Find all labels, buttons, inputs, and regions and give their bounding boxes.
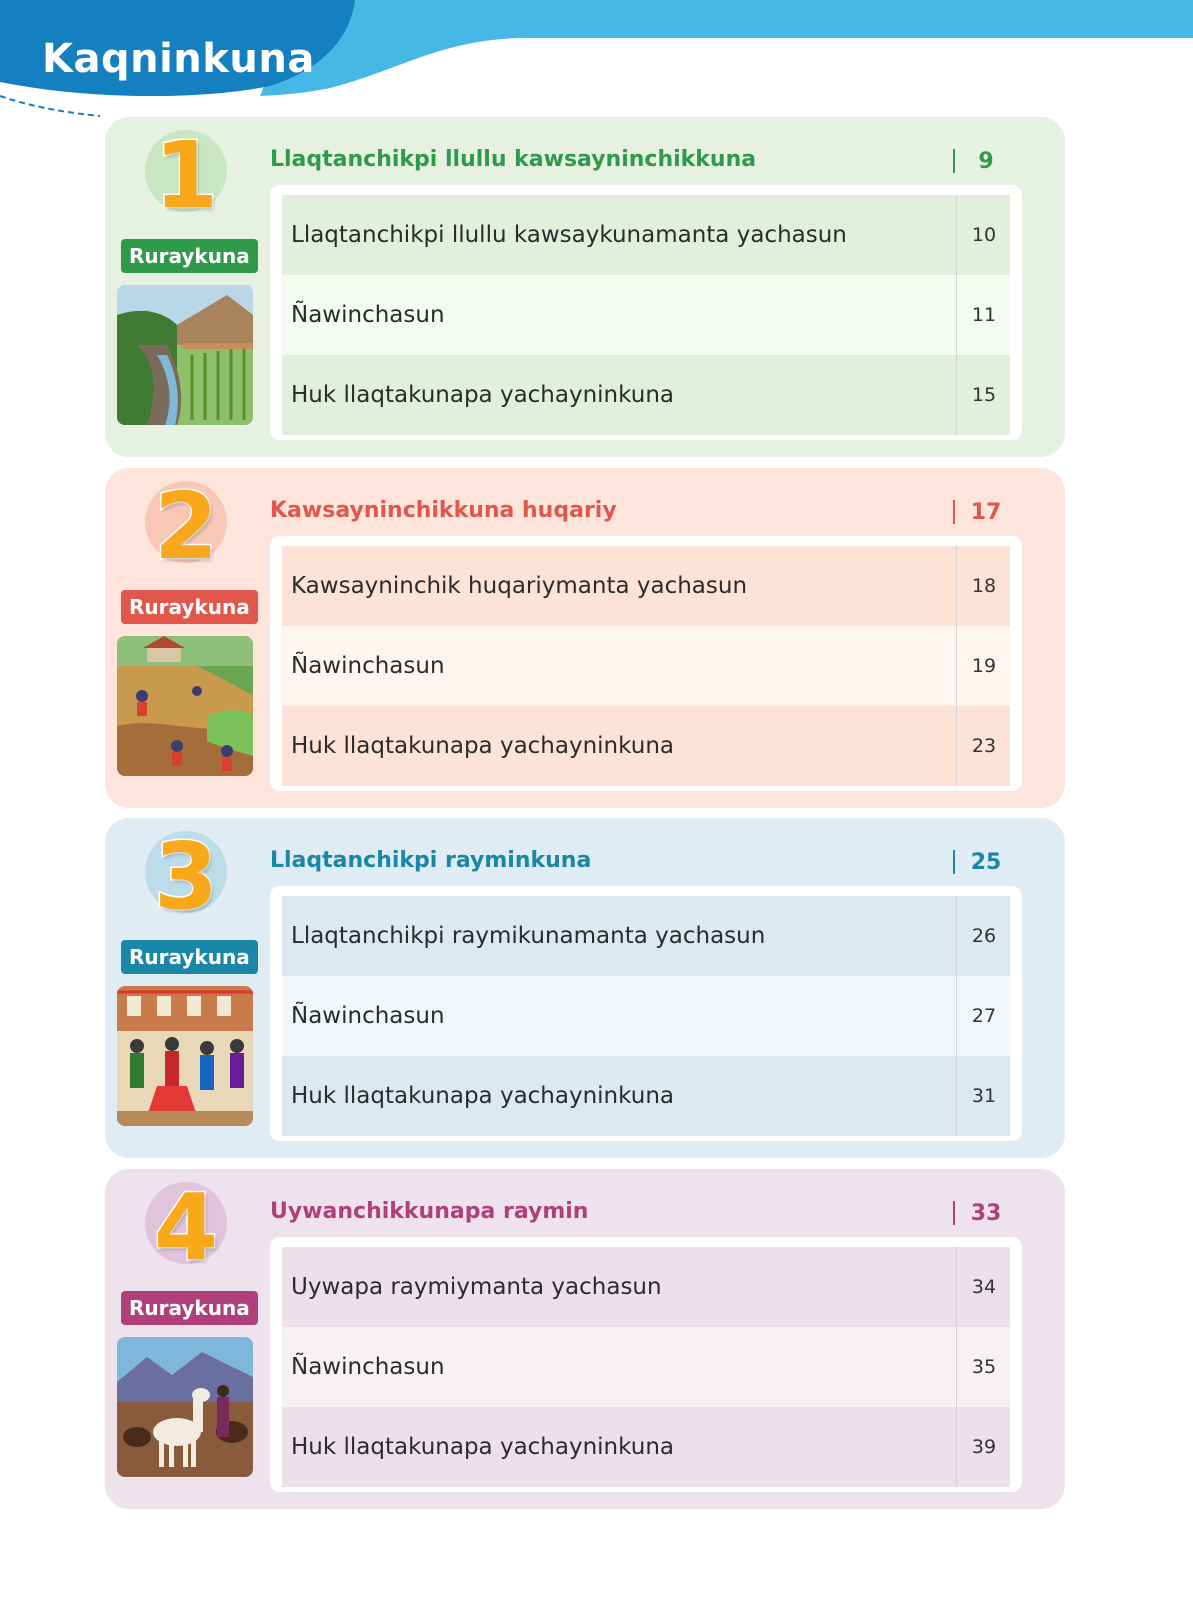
lesson-list [270,185,1022,440]
lesson-row[interactable] [282,1247,1010,1327]
lesson-title: Llaqtanchikpi raymikunamanta yachasun [291,923,766,949]
divider [956,1056,957,1136]
unit-4-section [105,1169,1065,1509]
unit-number: 2 [153,473,218,580]
unit-page-number: 9 [978,149,994,174]
lesson-row[interactable] [282,896,1010,976]
lesson-row[interactable] [282,626,1010,706]
unit-label: Ruraykuna [121,239,258,273]
lesson-title: Uywapa raymiymanta yachasun [291,1274,662,1300]
unit-title: Uywanchikkunapa raymin [270,1199,589,1224]
unit-page-number: 33 [970,1201,1002,1226]
lesson-row[interactable] [282,706,1010,786]
lesson-list [270,536,1022,791]
divider [956,1327,957,1407]
lesson-page-number: 18 [971,575,997,597]
lesson-row[interactable] [282,546,1010,626]
unit-label: Ruraykuna [121,590,258,624]
lesson-row[interactable] [282,195,1010,275]
lesson-page-number: 34 [971,1276,997,1298]
divider [953,1201,955,1225]
lesson-row[interactable] [282,275,1010,355]
divider [953,850,955,874]
divider [956,706,957,786]
unit-title: Kawsayninchikkuna huqariy [270,498,617,523]
lesson-title: Kawsayninchik huqariymanta yachasun [291,573,748,599]
lesson-page-number: 15 [971,384,997,406]
lesson-title: Ñawinchasun [291,1354,445,1380]
unit-title: Llaqtanchikpi llullu kawsayninchikkuna [270,147,757,172]
lesson-row[interactable] [282,1407,1010,1487]
unit-number: 4 [153,1174,218,1281]
lesson-title: Huk llaqtakunapa yachayninkuna [291,733,674,759]
lesson-page-number: 19 [971,655,997,677]
divider [956,195,957,275]
lesson-page-number: 10 [971,224,997,246]
terraced-farm-illustration [117,285,253,425]
unit-1-section [105,117,1065,457]
lesson-row[interactable] [282,355,1010,435]
lesson-page-number: 31 [971,1085,997,1107]
unit-page-number: 17 [970,500,1002,525]
unit-title: Llaqtanchikpi rayminkuna [270,848,592,873]
harvest-illustration [117,636,253,776]
lesson-row[interactable] [282,976,1010,1056]
unit-label: Ruraykuna [121,1291,258,1325]
lesson-title: Huk llaqtakunapa yachayninkuna [291,382,674,408]
unit-number: 1 [153,122,218,229]
divider [956,546,957,626]
lesson-title: Ñawinchasun [291,302,445,328]
divider [953,500,955,524]
lesson-page-number: 23 [971,735,997,757]
lesson-page-number: 26 [971,925,997,947]
page-title: Kaqninkuna [42,36,315,82]
lesson-title: Huk llaqtakunapa yachayninkuna [291,1434,674,1460]
unit-3-section [105,818,1065,1158]
lesson-list [270,886,1022,1141]
llama-illustration [117,1337,253,1477]
lesson-row[interactable] [282,1327,1010,1407]
divider [953,149,955,173]
lesson-title: Huk llaqtakunapa yachayninkuna [291,1083,674,1109]
lesson-page-number: 39 [971,1436,997,1458]
unit-2-section [105,468,1065,808]
divider [956,626,957,706]
lesson-title: Ñawinchasun [291,1003,445,1029]
unit-number: 3 [153,823,218,930]
divider [956,1247,957,1327]
lesson-page-number: 35 [971,1356,997,1378]
unit-page-number: 25 [970,850,1002,875]
festival-illustration [117,986,253,1126]
unit-label: Ruraykuna [121,940,258,974]
lesson-title: Llaqtanchikpi llullu kawsaykunamanta yachasun [291,222,847,248]
divider [956,275,957,355]
divider [956,976,957,1056]
lesson-row[interactable] [282,1056,1010,1136]
divider [956,896,957,976]
divider [956,355,957,435]
lesson-page-number: 27 [971,1005,997,1027]
divider [956,1407,957,1487]
lesson-page-number: 11 [971,304,997,326]
lesson-title: Ñawinchasun [291,653,445,679]
lesson-list [270,1237,1022,1492]
